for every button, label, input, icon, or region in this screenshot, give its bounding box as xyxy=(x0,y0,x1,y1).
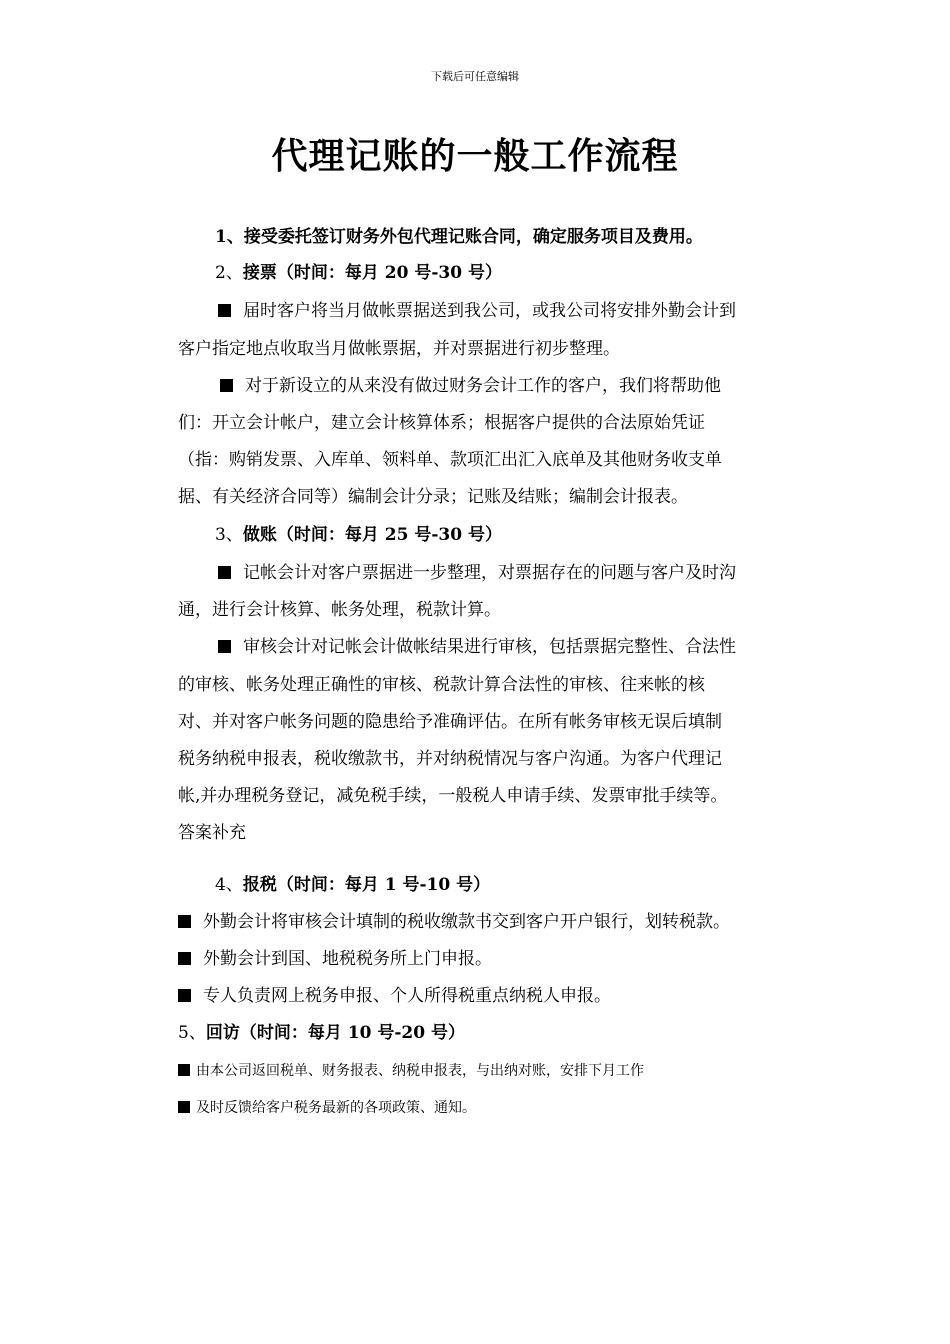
paragraph-3b-line: 的审核、帐务处理正确性的审核、税款计算合法性的审核、往来帐的核 xyxy=(178,675,705,695)
square-bullet-icon xyxy=(178,1101,190,1113)
paragraph-2a-line: 客户指定地点收取当月做帐票据，并对票据进行初步整理。 xyxy=(178,339,620,359)
step-2-number: 2、 xyxy=(215,263,243,283)
paragraph-2b-line: 们：开立会计帐户，建立会计核算体系；根据客户提供的合法原始凭证 xyxy=(178,413,705,433)
paragraph-2b-line: 据、有关经济合同等）编制会计分录；记账及结账；编制会计报表。 xyxy=(178,487,688,507)
step-2-heading xyxy=(215,262,502,284)
paragraph-2b-line: （指：购销发票、入库单、领料单、款项汇出汇入底单及其他财务收支单 xyxy=(178,450,722,470)
step-5-label: 回访（时间：每月 10 号-20 号） xyxy=(205,1023,465,1043)
step-4-heading xyxy=(215,874,490,896)
paragraph-3a-line: 通，进行会计核算、帐务处理，税款计算。 xyxy=(178,600,501,620)
step-3-heading xyxy=(215,524,502,546)
paragraph-3a-line: 记帐会计对客户票据进一步整理，对票据存在的问题与客户及时沟 xyxy=(218,562,736,584)
step-2-label: 接票（时间：每月 20 号-30 号） xyxy=(242,263,502,283)
step-4-item: 外勤会计将审核会计填制的税收缴款书交到客户开户银行，划转税款。 xyxy=(178,911,730,933)
paragraph-3b-line: 帐,并办理税务登记，减免税手续，一般税人申请手续、发票审批手续等。 xyxy=(178,786,728,806)
paragraph-2a-line: 届时客户将当月做帐票据送到我公司，或我公司将安排外勤会计到 xyxy=(218,300,736,322)
step-5-item: 由本公司返回税单、财务报表、纳税申报表，与出纳对账，安排下月工作 xyxy=(178,1060,644,1082)
square-bullet-icon xyxy=(178,915,191,928)
step-4-number: 4、 xyxy=(215,875,243,895)
square-bullet-icon xyxy=(178,989,191,1002)
step-5-item: 及时反馈给客户税务最新的各项政策、通知。 xyxy=(178,1097,476,1119)
step-4-label: 报税（时间：每月 1 号-10 号） xyxy=(242,875,491,895)
step-4-item: 外勤会计到国、地税税务所上门申报。 xyxy=(178,948,492,970)
paragraph-3b-line: 对、并对客户帐务问题的隐患给予准确评估。在所有帐务审核无误后填制 xyxy=(178,712,722,732)
step-5-heading xyxy=(178,1022,465,1044)
square-bullet-icon xyxy=(178,952,191,965)
paragraph-3b-line: 答案补充 xyxy=(178,823,246,843)
step-1: 1、接受委托签订财务外包代理记账合同，确定服务项目及费用。 xyxy=(215,227,703,247)
square-bullet-icon xyxy=(178,1064,190,1076)
step-5-number: 5、 xyxy=(178,1023,206,1043)
header-note: 下载后可任意编辑 xyxy=(431,70,519,83)
paragraph-2b-line: 对于新设立的从来没有做过财务会计工作的客户，我们将帮助他 xyxy=(220,375,721,397)
square-bullet-icon xyxy=(218,566,231,579)
step-3-number: 3、 xyxy=(215,525,243,545)
page-title: 代理记账的一般工作流程 xyxy=(271,135,679,177)
square-bullet-icon xyxy=(218,640,231,653)
step-3-label: 做账（时间：每月 25 号-30 号） xyxy=(242,525,502,545)
square-bullet-icon xyxy=(218,304,231,317)
paragraph-3b-line: 审核会计对记帐会计做帐结果进行审核，包括票据完整性、合法性 xyxy=(218,636,736,658)
square-bullet-icon xyxy=(220,379,233,392)
step-4-item: 专人负责网上税务申报、个人所得税重点纳税人申报。 xyxy=(178,985,611,1007)
paragraph-3b-line: 税务纳税申报表，税收缴款书，并对纳税情况与客户沟通。为客户代理记 xyxy=(178,749,722,769)
